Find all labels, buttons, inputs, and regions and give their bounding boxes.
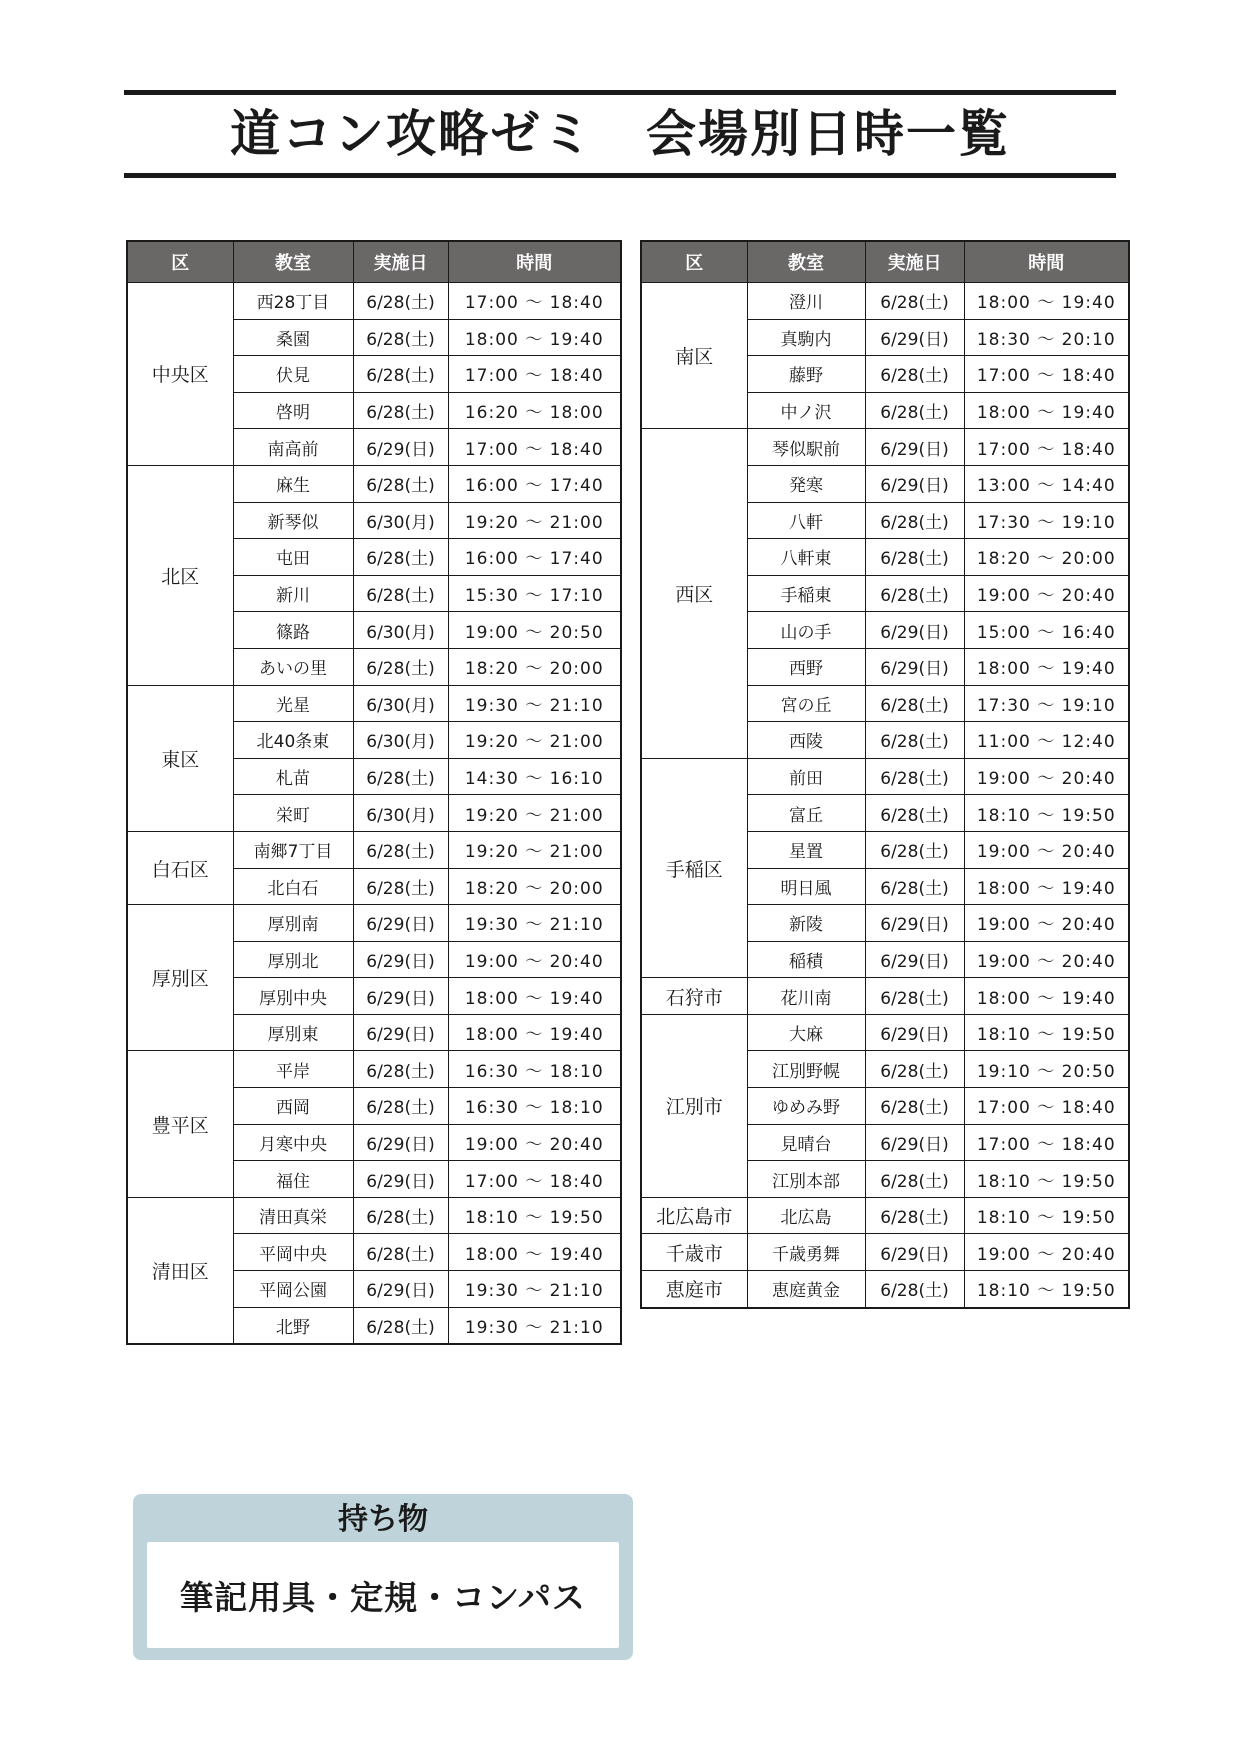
time-cell: 18:00 ～ 19:40	[448, 978, 621, 1015]
classroom-cell: 琴似駅前	[747, 429, 865, 466]
time-cell: 18:00 ～ 19:40	[964, 392, 1129, 429]
time-cell: 19:20 ～ 21:00	[448, 831, 621, 868]
ward-cell: 石狩市	[641, 978, 747, 1015]
classroom-cell: 澄川	[747, 283, 865, 320]
classroom-cell: 中ノ沢	[747, 392, 865, 429]
date-cell: 6/29(日)	[865, 612, 964, 649]
classroom-cell: 恵庭黄金	[747, 1271, 865, 1308]
time-cell: 18:10 ～ 19:50	[964, 1271, 1129, 1308]
classroom-cell: 札苗	[233, 758, 353, 795]
classroom-cell: 西陵	[747, 722, 865, 759]
time-cell: 19:30 ～ 21:10	[448, 1271, 621, 1308]
time-cell: 18:20 ～ 20:00	[448, 648, 621, 685]
classroom-cell: 藤野	[747, 356, 865, 393]
date-cell: 6/28(土)	[865, 502, 964, 539]
classroom-cell: 厚別南	[233, 905, 353, 942]
date-cell: 6/30(月)	[353, 612, 448, 649]
time-cell: 18:10 ～ 19:50	[964, 1014, 1129, 1051]
date-cell: 6/29(日)	[353, 905, 448, 942]
time-cell: 18:20 ～ 20:00	[448, 868, 621, 905]
classroom-cell: 光星	[233, 685, 353, 722]
classroom-cell: 前田	[747, 758, 865, 795]
date-cell: 6/28(土)	[865, 758, 964, 795]
ward-cell: 南区	[641, 283, 747, 429]
time-cell: 19:30 ～ 21:10	[448, 905, 621, 942]
classroom-cell: 北野	[233, 1307, 353, 1344]
date-cell: 6/28(土)	[865, 283, 964, 320]
ward-cell: 恵庭市	[641, 1271, 747, 1308]
date-cell: 6/28(土)	[353, 539, 448, 576]
classroom-cell: 江別本部	[747, 1161, 865, 1198]
classroom-cell: 西岡	[233, 1088, 353, 1125]
classroom-cell: 大麻	[747, 1014, 865, 1051]
table-row	[127, 1051, 621, 1088]
classroom-cell: 新陵	[747, 905, 865, 942]
classroom-cell: 屯田	[233, 539, 353, 576]
date-cell: 6/28(土)	[865, 868, 964, 905]
table-row	[641, 978, 1129, 1015]
table-row	[127, 905, 621, 942]
time-cell: 19:20 ～ 21:00	[448, 502, 621, 539]
date-cell: 6/28(土)	[865, 1051, 964, 1088]
date-cell: 6/29(日)	[353, 1124, 448, 1161]
classroom-cell: 八軒	[747, 502, 865, 539]
table-header-row	[641, 241, 1129, 283]
time-cell: 19:00 ～ 20:40	[964, 758, 1129, 795]
header-classroom: 教室	[747, 241, 865, 283]
table-row	[641, 283, 1129, 320]
date-cell: 6/29(日)	[353, 978, 448, 1015]
classroom-cell: 江別野幌	[747, 1051, 865, 1088]
classroom-cell: 見晴台	[747, 1124, 865, 1161]
time-cell: 19:30 ～ 21:10	[448, 1307, 621, 1344]
time-cell: 19:00 ～ 20:40	[964, 831, 1129, 868]
classroom-cell: 栄町	[233, 795, 353, 832]
time-cell: 18:00 ～ 19:40	[448, 1234, 621, 1271]
time-cell: 15:00 ～ 16:40	[964, 612, 1129, 649]
time-cell: 19:20 ～ 21:00	[448, 722, 621, 759]
table-row	[127, 465, 621, 502]
classroom-cell: 平岡中央	[233, 1234, 353, 1271]
classroom-cell: 発寒	[747, 465, 865, 502]
date-cell: 6/28(土)	[865, 1197, 964, 1234]
items-box	[133, 1494, 633, 1660]
classroom-cell: 伏見	[233, 356, 353, 393]
date-cell: 6/29(日)	[353, 1271, 448, 1308]
table-row	[641, 1271, 1129, 1308]
time-cell: 11:00 ～ 12:40	[964, 722, 1129, 759]
date-cell: 6/28(土)	[865, 722, 964, 759]
date-cell: 6/28(土)	[865, 575, 964, 612]
time-cell: 18:10 ～ 19:50	[964, 795, 1129, 832]
page-title: 道コン攻略ゼミ 会場別日時一覧	[230, 105, 1010, 163]
header-ward: 区	[641, 241, 747, 283]
time-cell: 19:00 ～ 20:40	[964, 905, 1129, 942]
title-rule-bottom	[124, 173, 1116, 178]
date-cell: 6/28(土)	[865, 1088, 964, 1125]
classroom-cell: あいの里	[233, 648, 353, 685]
date-cell: 6/28(土)	[353, 758, 448, 795]
table-body-left	[127, 283, 621, 1345]
time-cell: 16:30 ～ 18:10	[448, 1088, 621, 1125]
classroom-cell: 稲積	[747, 941, 865, 978]
date-cell: 6/28(土)	[353, 1197, 448, 1234]
time-cell: 19:30 ～ 21:10	[448, 685, 621, 722]
items-heading: 持ち物	[338, 1502, 428, 1537]
time-cell: 17:00 ～ 18:40	[964, 1124, 1129, 1161]
date-cell: 6/29(日)	[865, 1234, 964, 1271]
classroom-cell: 手稲東	[747, 575, 865, 612]
classroom-cell: 明日風	[747, 868, 865, 905]
date-cell: 6/28(土)	[865, 1271, 964, 1308]
classroom-cell: 花川南	[747, 978, 865, 1015]
time-cell: 19:00 ～ 20:50	[448, 612, 621, 649]
time-cell: 17:30 ～ 19:10	[964, 502, 1129, 539]
time-cell: 19:20 ～ 21:00	[448, 795, 621, 832]
table-row	[641, 758, 1129, 795]
classroom-cell: 富丘	[747, 795, 865, 832]
date-cell: 6/28(土)	[353, 648, 448, 685]
classroom-cell: 啓明	[233, 392, 353, 429]
date-cell: 6/29(日)	[865, 429, 964, 466]
ward-cell: 東区	[127, 685, 233, 831]
classroom-cell: 厚別中央	[233, 978, 353, 1015]
date-cell: 6/28(土)	[353, 356, 448, 393]
time-cell: 17:00 ～ 18:40	[448, 1161, 621, 1198]
time-cell: 19:00 ～ 20:40	[964, 575, 1129, 612]
ward-cell: 豊平区	[127, 1051, 233, 1197]
date-cell: 6/29(日)	[353, 1014, 448, 1051]
classroom-cell: 西野	[747, 648, 865, 685]
ward-cell: 千歳市	[641, 1234, 747, 1271]
time-cell: 18:20 ～ 20:00	[964, 539, 1129, 576]
date-cell: 6/29(日)	[353, 429, 448, 466]
time-cell: 17:00 ～ 18:40	[448, 356, 621, 393]
table-row	[127, 283, 621, 320]
time-cell: 17:00 ～ 18:40	[448, 429, 621, 466]
ward-cell: 西区	[641, 429, 747, 758]
ward-cell: 厚別区	[127, 905, 233, 1051]
time-cell: 16:00 ～ 17:40	[448, 465, 621, 502]
date-cell: 6/30(月)	[353, 502, 448, 539]
time-cell: 18:00 ～ 19:40	[964, 283, 1129, 320]
schedule-table-left	[126, 240, 622, 1345]
date-cell: 6/28(土)	[353, 1088, 448, 1125]
time-cell: 19:00 ～ 20:40	[964, 941, 1129, 978]
date-cell: 6/29(日)	[865, 905, 964, 942]
date-cell: 6/28(土)	[353, 1307, 448, 1344]
date-cell: 6/28(土)	[353, 283, 448, 320]
date-cell: 6/29(日)	[865, 465, 964, 502]
classroom-cell: 厚別北	[233, 941, 353, 978]
date-cell: 6/28(土)	[353, 1051, 448, 1088]
time-cell: 17:00 ～ 18:40	[964, 356, 1129, 393]
date-cell: 6/28(土)	[353, 575, 448, 612]
date-cell: 6/28(土)	[353, 1234, 448, 1271]
date-cell: 6/28(土)	[353, 868, 448, 905]
classroom-cell: 星置	[747, 831, 865, 868]
time-cell: 15:30 ～ 17:10	[448, 575, 621, 612]
classroom-cell: 北40条東	[233, 722, 353, 759]
date-cell: 6/29(日)	[865, 1014, 964, 1051]
classroom-cell: 南高前	[233, 429, 353, 466]
classroom-cell: 宮の丘	[747, 685, 865, 722]
date-cell: 6/28(土)	[353, 831, 448, 868]
ward-cell: 北区	[127, 465, 233, 685]
table-header-row	[127, 241, 621, 283]
time-cell: 19:00 ～ 20:40	[964, 1234, 1129, 1271]
classroom-cell: 平岸	[233, 1051, 353, 1088]
header-date: 実施日	[865, 241, 964, 283]
table-body-right	[641, 283, 1129, 1308]
date-cell: 6/28(土)	[865, 795, 964, 832]
classroom-cell: 清田真栄	[233, 1197, 353, 1234]
time-cell: 16:00 ～ 17:40	[448, 539, 621, 576]
items-content	[147, 1542, 619, 1648]
ward-cell: 清田区	[127, 1197, 233, 1344]
date-cell: 6/28(土)	[865, 978, 964, 1015]
classroom-cell: ゆめみ野	[747, 1088, 865, 1125]
date-cell: 6/28(土)	[353, 392, 448, 429]
time-cell: 18:00 ～ 19:40	[964, 868, 1129, 905]
time-cell: 18:10 ～ 19:50	[964, 1161, 1129, 1198]
date-cell: 6/28(土)	[353, 465, 448, 502]
time-cell: 18:10 ～ 19:50	[964, 1197, 1129, 1234]
header-date: 実施日	[353, 241, 448, 283]
items-text: 筆記用具・定規・コンパス	[180, 1577, 586, 1617]
date-cell: 6/28(土)	[865, 1161, 964, 1198]
time-cell: 16:20 ～ 18:00	[448, 392, 621, 429]
date-cell: 6/29(日)	[353, 941, 448, 978]
date-cell: 6/28(土)	[865, 831, 964, 868]
table-row	[127, 1197, 621, 1234]
table-row	[127, 831, 621, 868]
table-row	[641, 1014, 1129, 1051]
classroom-cell: 桑園	[233, 319, 353, 356]
time-cell: 16:30 ～ 18:10	[448, 1051, 621, 1088]
classroom-cell: 月寒中央	[233, 1124, 353, 1161]
date-cell: 6/30(月)	[353, 722, 448, 759]
classroom-cell: 厚別東	[233, 1014, 353, 1051]
date-cell: 6/28(土)	[353, 319, 448, 356]
header-time: 時間	[964, 241, 1129, 283]
time-cell: 18:00 ～ 19:40	[964, 978, 1129, 1015]
classroom-cell: 篠路	[233, 612, 353, 649]
classroom-cell: 八軒東	[747, 539, 865, 576]
date-cell: 6/29(日)	[865, 941, 964, 978]
time-cell: 14:30 ～ 16:10	[448, 758, 621, 795]
date-cell: 6/29(日)	[865, 1124, 964, 1161]
date-cell: 6/30(月)	[353, 795, 448, 832]
classroom-cell: 麻生	[233, 465, 353, 502]
classroom-cell: 平岡公園	[233, 1271, 353, 1308]
ward-cell: 江別市	[641, 1014, 747, 1197]
ward-cell: 北広島市	[641, 1197, 747, 1234]
date-cell: 6/28(土)	[865, 392, 964, 429]
table-row	[641, 1234, 1129, 1271]
time-cell: 18:00 ～ 19:40	[448, 319, 621, 356]
ward-cell: 中央区	[127, 283, 233, 466]
classroom-cell: 北広島	[747, 1197, 865, 1234]
date-cell: 6/28(土)	[865, 539, 964, 576]
classroom-cell: 真駒内	[747, 319, 865, 356]
date-cell: 6/28(土)	[865, 356, 964, 393]
header-ward: 区	[127, 241, 233, 283]
classroom-cell: 新琴似	[233, 502, 353, 539]
date-cell: 6/28(土)	[865, 685, 964, 722]
date-cell: 6/29(日)	[865, 648, 964, 685]
time-cell: 18:00 ～ 19:40	[964, 648, 1129, 685]
table-row	[641, 429, 1129, 466]
schedule-table-right	[640, 240, 1130, 1309]
time-cell: 17:30 ～ 19:10	[964, 685, 1129, 722]
time-cell: 17:00 ～ 18:40	[448, 283, 621, 320]
classroom-cell: 福住	[233, 1161, 353, 1198]
table-row	[127, 685, 621, 722]
classroom-cell: 北白石	[233, 868, 353, 905]
time-cell: 18:00 ～ 19:40	[448, 1014, 621, 1051]
classroom-cell: 山の手	[747, 612, 865, 649]
time-cell: 19:10 ～ 20:50	[964, 1051, 1129, 1088]
time-cell: 18:30 ～ 20:10	[964, 319, 1129, 356]
date-cell: 6/29(日)	[865, 319, 964, 356]
classroom-cell: 千歳勇舞	[747, 1234, 865, 1271]
title-block	[124, 90, 1116, 178]
ward-cell: 手稲区	[641, 758, 747, 978]
header-classroom: 教室	[233, 241, 353, 283]
time-cell: 17:00 ～ 18:40	[964, 429, 1129, 466]
date-cell: 6/30(月)	[353, 685, 448, 722]
classroom-cell: 西28丁目	[233, 283, 353, 320]
ward-cell: 白石区	[127, 831, 233, 904]
time-cell: 19:00 ～ 20:40	[448, 941, 621, 978]
classroom-cell: 南郷7丁目	[233, 831, 353, 868]
time-cell: 13:00 ～ 14:40	[964, 465, 1129, 502]
header-time: 時間	[448, 241, 621, 283]
table-row	[641, 1197, 1129, 1234]
time-cell: 18:10 ～ 19:50	[448, 1197, 621, 1234]
date-cell: 6/29(日)	[353, 1161, 448, 1198]
classroom-cell: 新川	[233, 575, 353, 612]
time-cell: 19:00 ～ 20:40	[448, 1124, 621, 1161]
time-cell: 17:00 ～ 18:40	[964, 1088, 1129, 1125]
